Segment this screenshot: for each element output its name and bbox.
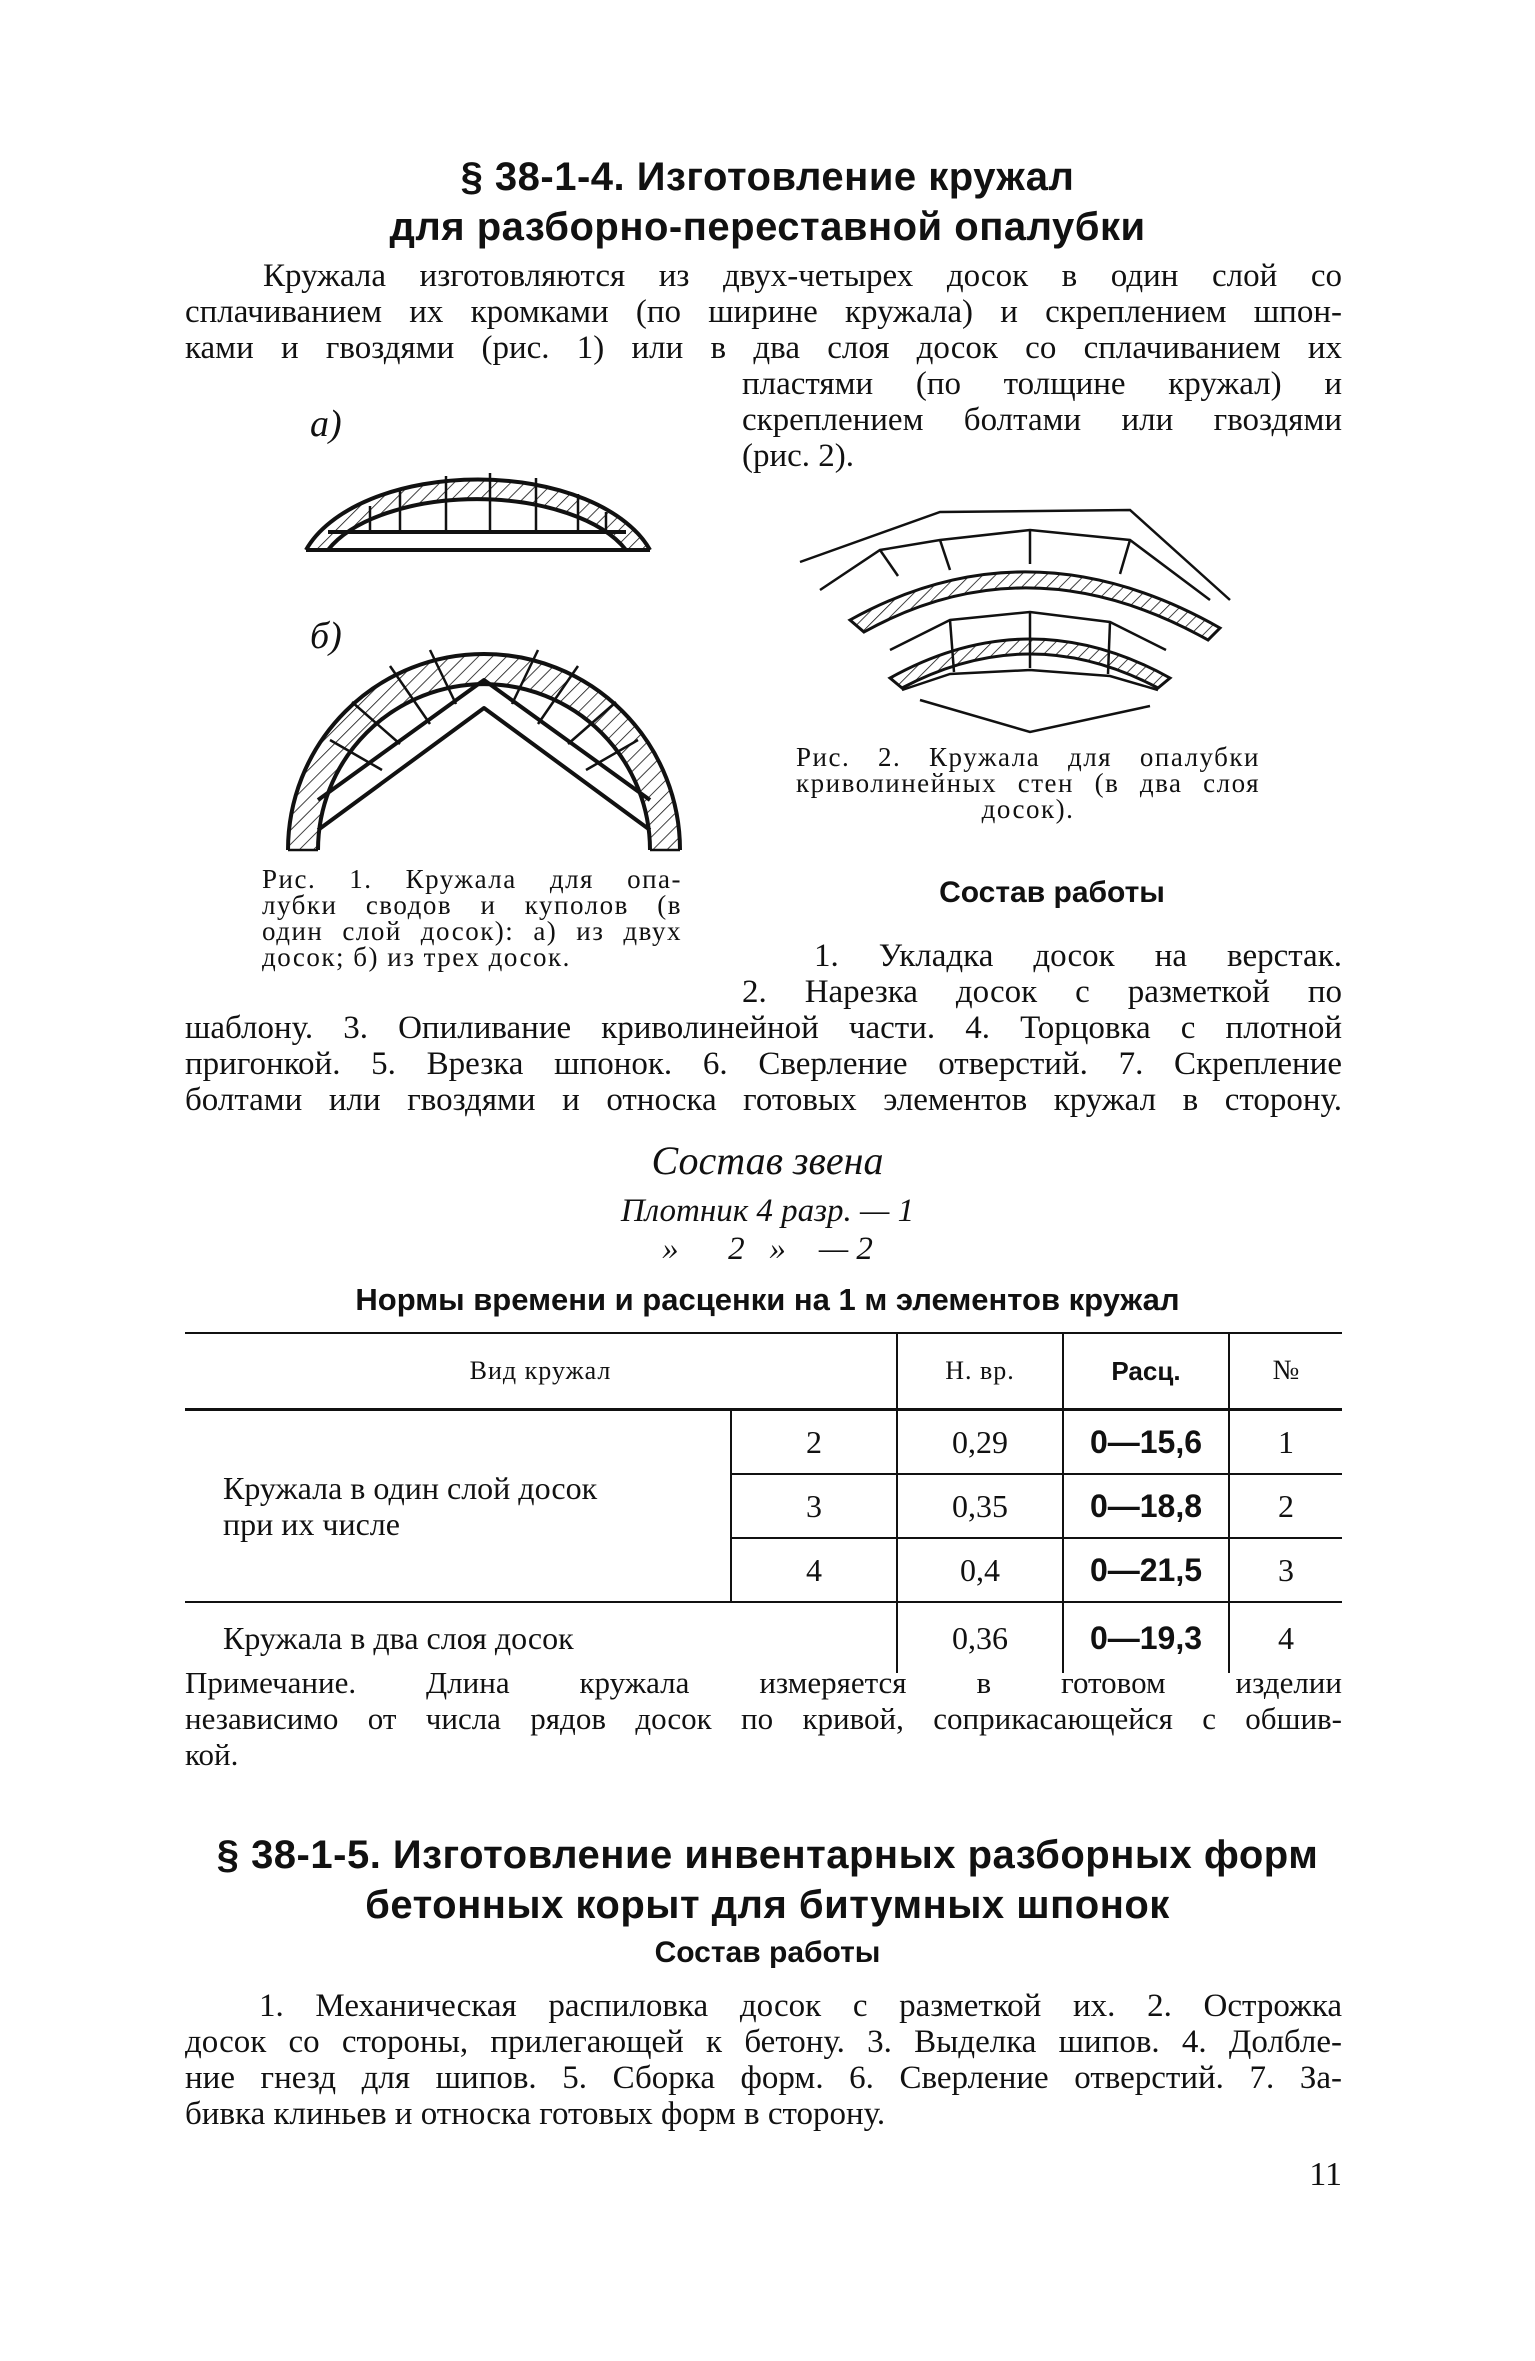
row-rate: 0—18,8 bbox=[1063, 1474, 1229, 1538]
figure1-caption-line-2: лубки сводов и куполов (в bbox=[262, 890, 682, 920]
note-line-2: независимо от числа рядов досок по кривой, соприкасающейся с обшив- bbox=[185, 1701, 1342, 1736]
row-number: 2 bbox=[1229, 1474, 1342, 1538]
row-rate: 0—15,6 bbox=[1063, 1410, 1229, 1475]
intro-line-2: сплачиванием их кромками (по ширине кружала) и скреплением шпон- bbox=[185, 294, 1342, 330]
header-number: № bbox=[1229, 1334, 1342, 1410]
section2-line-3: ние гнезд для шипов. 5. Сборка форм. 6. Сверление отверстий. 7. За- bbox=[185, 2060, 1342, 2096]
crew-heading: Состав звена bbox=[651, 1138, 884, 1183]
work-line-4: пригонкой. 5. Врезка шпонок. 6. Сверление отверстий. 7. Скрепление bbox=[185, 1046, 1342, 1082]
figure1-caption-line-4: досок; б) из трех досок. bbox=[262, 942, 571, 972]
figure1-caption-line-3: один слой досок): а) из двух bbox=[262, 916, 682, 946]
norms-table bbox=[185, 1334, 1342, 1673]
row-number: 1 bbox=[1229, 1410, 1342, 1475]
table-row bbox=[185, 1602, 1342, 1673]
note-line-1: Примечание. Длина кружала измеряется в готовом изделии bbox=[185, 1665, 1342, 1700]
section2-line-2: досок со стороны, прилегающей к бетону. 3. Выделка шипов. 4. Долбле- bbox=[185, 2024, 1342, 2060]
crew-line-1: Плотник 4 разр. — 1 bbox=[620, 1193, 915, 1229]
figure1b-arch bbox=[288, 650, 680, 850]
figure1a-arch bbox=[306, 473, 650, 550]
figure1-drawing bbox=[270, 440, 710, 860]
section-title-line1: § 38-1-4. Изготовление кружал bbox=[460, 155, 1075, 199]
row-number: 3 bbox=[1229, 1538, 1342, 1602]
header-time: Н. вр. bbox=[897, 1334, 1063, 1410]
figure1-caption bbox=[262, 866, 682, 970]
last-row-number: 4 bbox=[1229, 1602, 1342, 1673]
figure2-caption-line-1: Рис. 2. Кружала для опалубки bbox=[796, 742, 1260, 772]
group-label-line-2: при их числе bbox=[223, 1506, 400, 1542]
figure1-label-a: а) bbox=[310, 403, 342, 445]
work-line-1: 1. Укладка досок на верстак. bbox=[814, 938, 1342, 974]
section-title bbox=[0, 152, 1535, 252]
group-label-line-1: Кружала в один слой досок bbox=[223, 1470, 598, 1506]
row-count: 2 bbox=[731, 1410, 897, 1475]
intro-paragraph bbox=[185, 258, 1342, 366]
intro-paragraph-right bbox=[742, 366, 1342, 474]
last-row-rate: 0—19,3 bbox=[1063, 1602, 1229, 1673]
figure2-caption-line-2: криволинейных стен (в два слоя bbox=[796, 768, 1260, 798]
section2-title-line2: бетонных корыт для битумных шпонок bbox=[365, 1883, 1170, 1927]
header-kind: Вид кружал bbox=[469, 1356, 612, 1385]
page-number: 11 bbox=[1309, 2156, 1342, 2193]
row-count: 3 bbox=[731, 1474, 897, 1538]
work-line-3: шаблону. 3. Опиливание криволинейной части. 4. Торцовка с плотной bbox=[185, 1010, 1342, 1046]
row-time: 0,4 bbox=[897, 1538, 1063, 1602]
section2-line-1: 1. Механическая распиловка досок с разметкой их. 2. Острожка bbox=[259, 1988, 1342, 2024]
section2-title-line1: § 38-1-5. Изготовление инвентарных разборных форм bbox=[216, 1833, 1319, 1877]
figure2-caption bbox=[796, 744, 1260, 822]
last-row-label: Кружала в два слоя досок bbox=[223, 1619, 574, 1656]
figure2-lower-arch bbox=[890, 612, 1170, 732]
row-time: 0,35 bbox=[897, 1474, 1063, 1538]
intro-line-1: Кружала изготовляются из двух-четырех досок в один слой со bbox=[263, 258, 1342, 294]
row-time: 0,29 bbox=[897, 1410, 1063, 1475]
section2-work-list bbox=[185, 1988, 1342, 2132]
row-count: 4 bbox=[731, 1538, 897, 1602]
table-row bbox=[185, 1410, 1342, 1475]
crew-line-2: » 2 » — 2 bbox=[662, 1231, 873, 1267]
intro-line-3: ками и гвоздями (рис. 1) или в два слоя досок со сплачиванием их bbox=[185, 330, 1342, 366]
intro-right-line-2: скреплением болтами или гвоздями bbox=[742, 402, 1342, 438]
work-list-right bbox=[742, 938, 1342, 1010]
row-rate: 0—21,5 bbox=[1063, 1538, 1229, 1602]
work-heading: Состав работы bbox=[939, 876, 1165, 909]
figure1-caption-line-1: Рис. 1. Кружала для опа- bbox=[262, 864, 682, 894]
section2-title bbox=[0, 1830, 1535, 1930]
note-line-3: кой. bbox=[185, 1737, 239, 1772]
work-line-5: болтами или гвоздями и относка готовых элементов кружал в сторону. bbox=[185, 1082, 1342, 1118]
figure2-caption-line-3: досок). bbox=[981, 794, 1075, 824]
intro-right-line-1: пластями (по толщине кружал) и bbox=[742, 366, 1342, 402]
group-label bbox=[185, 1410, 731, 1603]
note-paragraph bbox=[185, 1665, 1342, 1773]
work-line-2: 2. Нарезка досок с разметкой по bbox=[742, 974, 1342, 1010]
figure1-label-b: б) bbox=[310, 615, 342, 657]
figure2-drawing bbox=[790, 500, 1270, 740]
work-list-full bbox=[185, 1010, 1342, 1118]
last-row-time: 0,36 bbox=[897, 1602, 1063, 1673]
figure2-upper-arch bbox=[800, 510, 1230, 640]
intro-right-line-3: (рис. 2). bbox=[742, 438, 855, 474]
section2-line-4: бивка клиньев и относка готовых форм в сторону. bbox=[185, 2096, 886, 2132]
section-title-line2: для разборно-переставной опалубки bbox=[389, 205, 1146, 249]
norms-title: Нормы времени и расценки на 1 м элементов кружал bbox=[355, 1282, 1180, 1317]
header-rate: Расц. bbox=[1063, 1334, 1229, 1410]
norms-header-row bbox=[185, 1334, 1342, 1410]
section2-work-heading: Состав работы bbox=[654, 1936, 881, 1969]
